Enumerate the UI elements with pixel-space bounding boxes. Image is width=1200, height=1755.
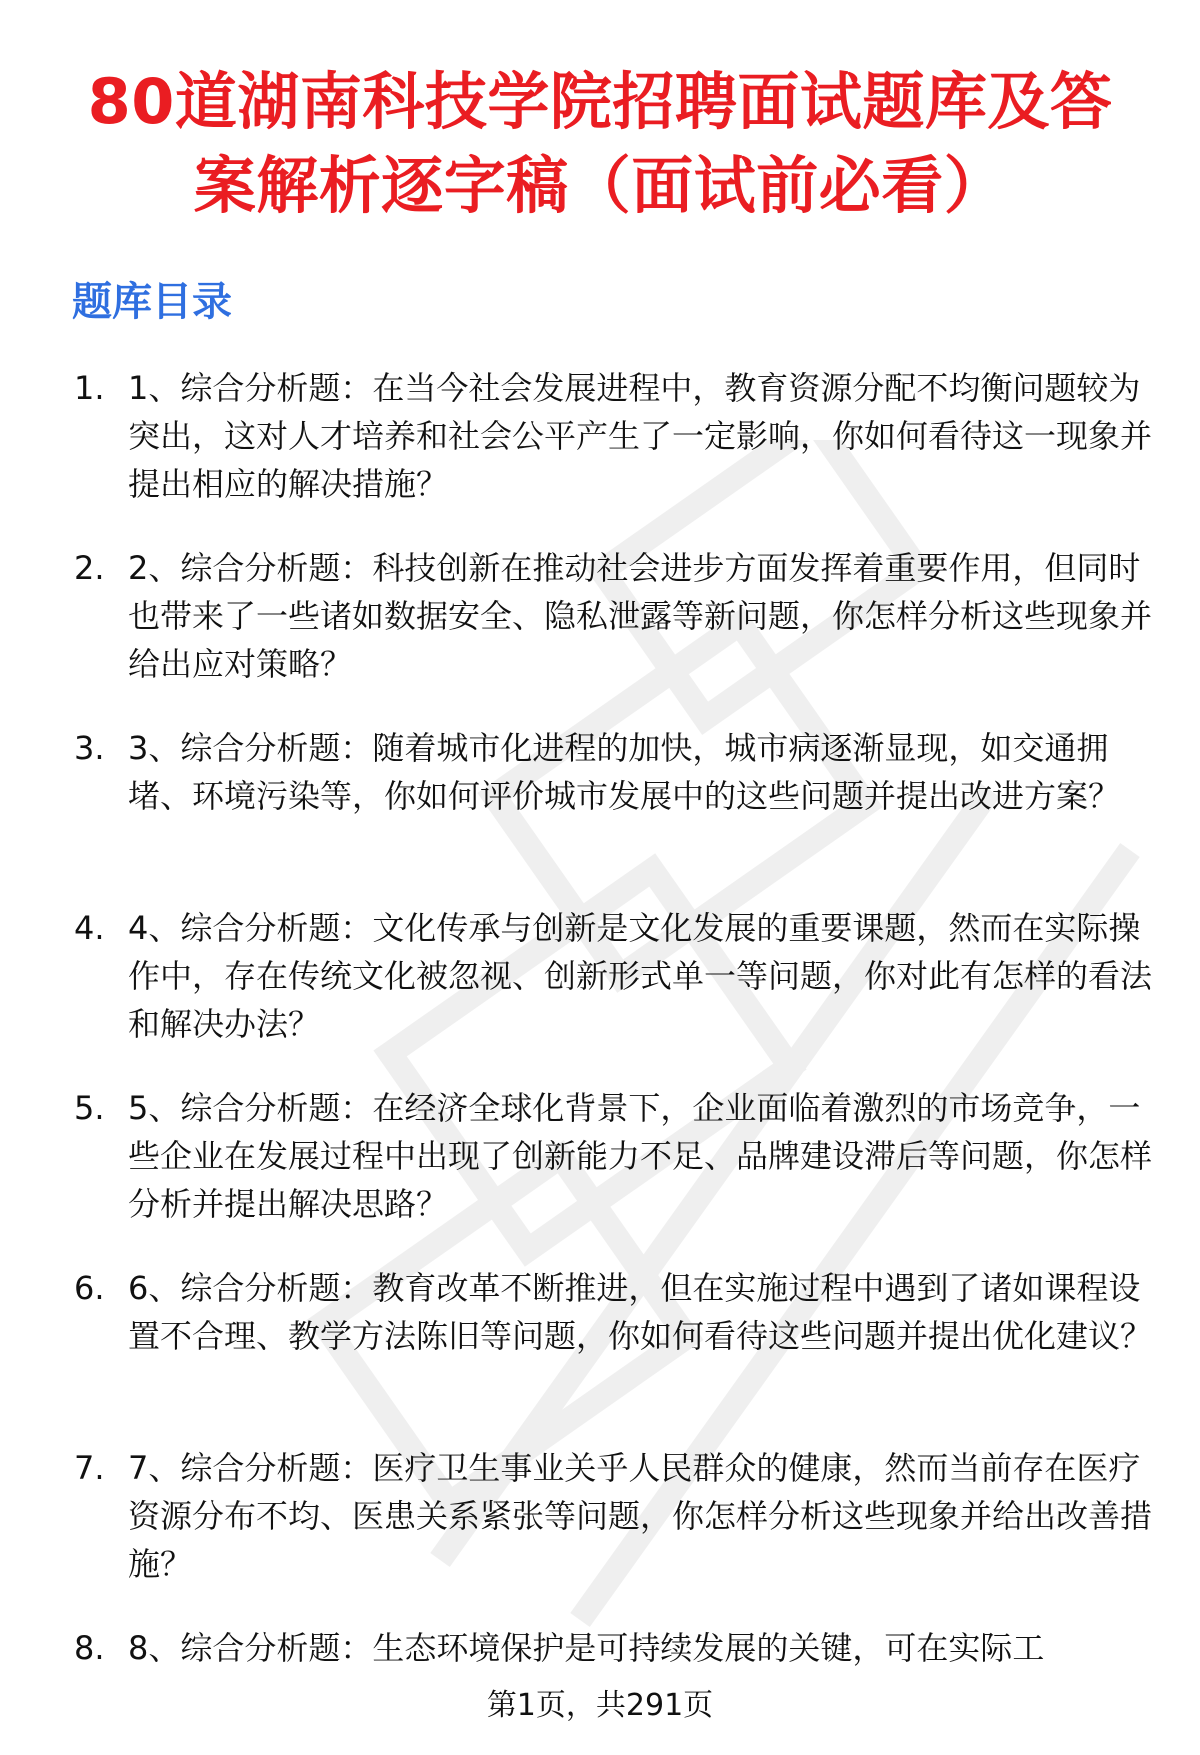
question-number: 4.	[74, 909, 105, 947]
question-number: 7.	[74, 1449, 105, 1487]
question-item	[74, 544, 1154, 688]
question-number: 6.	[74, 1269, 105, 1307]
question-text: 1、综合分析题：在当今社会发展进程中，教育资源分配不均衡问题较为突出，这对人才培养和社会公平产生了一定影响，你如何看待这一现象并提出相应的解决措施？	[128, 369, 1153, 503]
question-item	[74, 904, 1154, 1048]
question-item	[74, 364, 1154, 508]
question-item	[74, 1264, 1154, 1360]
question-text: 6、综合分析题：教育改革不断推进，但在实施过程中遇到了诸如课程设置不合理、教学方法陈旧等问题，你如何看待这些问题并提出优化建议？	[128, 1269, 1153, 1355]
question-number: 2.	[74, 549, 105, 587]
document-title: 80道湖南科技学院招聘面试题库及答案解析逐字稿（面试前必看）	[87, 65, 1113, 222]
question-text: 8、综合分析题：生态环境保护是可持续发展的关键，可在实际工	[128, 1629, 1045, 1667]
question-item	[74, 1624, 1154, 1672]
question-item	[74, 724, 1154, 820]
question-number: 8.	[74, 1629, 105, 1667]
question-item	[74, 1444, 1154, 1588]
question-text: 3、综合分析题：随着城市化进程的加快，城市病逐渐显现，如交通拥堵、环境污染等，你如何评价城市发展中的这些问题并提出改进方案？	[128, 729, 1121, 815]
question-text: 5、综合分析题：在经济全球化背景下，企业面临着激烈的市场竞争，一些企业在发展过程中出现了创新能力不足、品牌建设滞后等问题，你怎样分析并提出解决思路？	[128, 1089, 1153, 1223]
question-text: 2、综合分析题：科技创新在推动社会进步方面发挥着重要作用，但同时也带来了一些诸如数据安全、隐私泄露等新问题，你怎样分析这些现象并给出应对策略？	[128, 549, 1153, 683]
question-text: 4、综合分析题：文化传承与创新是文化发展的重要课题，然而在实际操作中，存在传统文化被忽视、创新形式单一等问题，你对此有怎样的看法和解决办法？	[128, 909, 1153, 1043]
page-footer: 第1页，共291页	[0, 1686, 1200, 1726]
toc-heading: 题库目录	[72, 279, 232, 325]
question-text: 7、综合分析题：医疗卫生事业关乎人民群众的健康，然而当前存在医疗资源分布不均、医患关系紧张等问题，你怎样分析这些现象并给出改善措施？	[128, 1449, 1153, 1583]
question-item	[74, 1084, 1154, 1228]
question-number: 3.	[74, 729, 105, 767]
question-number: 5.	[74, 1089, 105, 1127]
question-number: 1.	[74, 369, 105, 407]
